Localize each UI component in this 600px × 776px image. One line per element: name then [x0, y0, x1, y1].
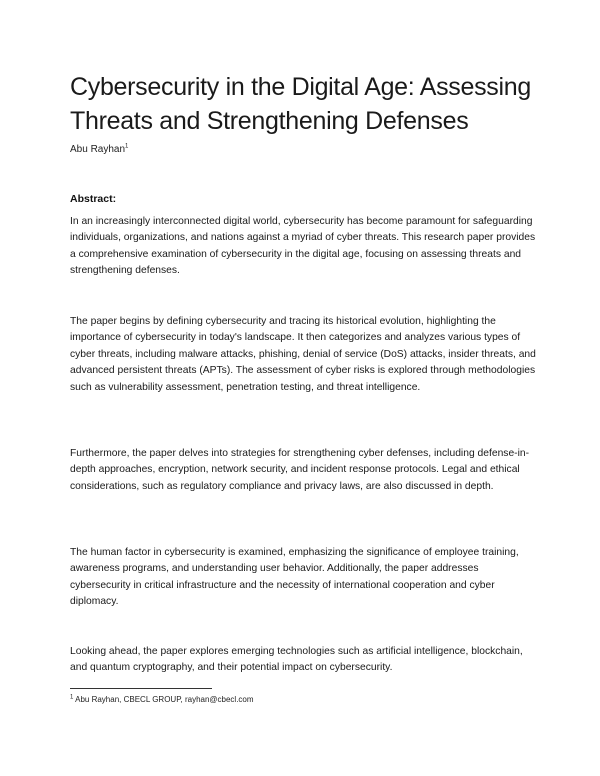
abstract-heading: Abstract: — [70, 193, 117, 205]
abstract-paragraph-1: In an increasingly interconnected digital world, cybersecurity has become paramount for safeguarding individuals, organizations, and nations against a myriad of cyber threats. This research paper provides a comprehensive examination of cybersecurity in the digital age, focusing on assessing threats and strengthening defenses. — [70, 216, 536, 277]
abstract-paragraph-5: Looking ahead, the paper explores emerging technologies such as artificial intelligence, blockchain, and quantum cryptography, and their potential impact on cybersecurity. — [70, 646, 523, 674]
footnote — [70, 694, 254, 706]
footnote-divider — [70, 688, 212, 689]
abstract-paragraph-3: Furthermore, the paper delves into strategies for strengthening cyber defenses, including defense-in-depth approaches, encryption, network security, and incident response protocols. Legal and ethical considerations, such as regulatory compliance and privacy laws, are also discussed in depth. — [70, 448, 530, 492]
author-line — [70, 143, 128, 157]
footnote-text: Abu Rayhan, CBECL GROUP, rayhan@cbecl.com — [75, 695, 254, 704]
abstract-paragraph-2: The paper begins by defining cybersecurity and tracing its historical evolution, highlighting the importance of cybersecurity in today's landscape. It then categorizes and analyzes various types of cyber threats, including malware attacks, phishing, denial of service (DoS) attacks, insider threats, and advanced persistent threats (APTs). The assessment of cyber risks is explored through methodologies such as vulnerability assessment, penetration testing, and threat intelligence. — [70, 316, 536, 393]
paper-title: Cybersecurity in the Digital Age: Assessing Threats and Strengthening Defenses — [70, 73, 531, 135]
author-name: Abu Rayhan — [70, 144, 126, 155]
abstract-paragraph-4: The human factor in cybersecurity is examined, emphasizing the significance of employee training, awareness programs, and understanding user behavior. Additionally, the paper addresses cybersecurity in critical infrastructure and the necessity of international cooperation and cyber diplomacy. — [70, 547, 519, 608]
author-footnote-marker: 1 — [125, 143, 129, 150]
footnote-marker: 1 — [70, 694, 74, 701]
